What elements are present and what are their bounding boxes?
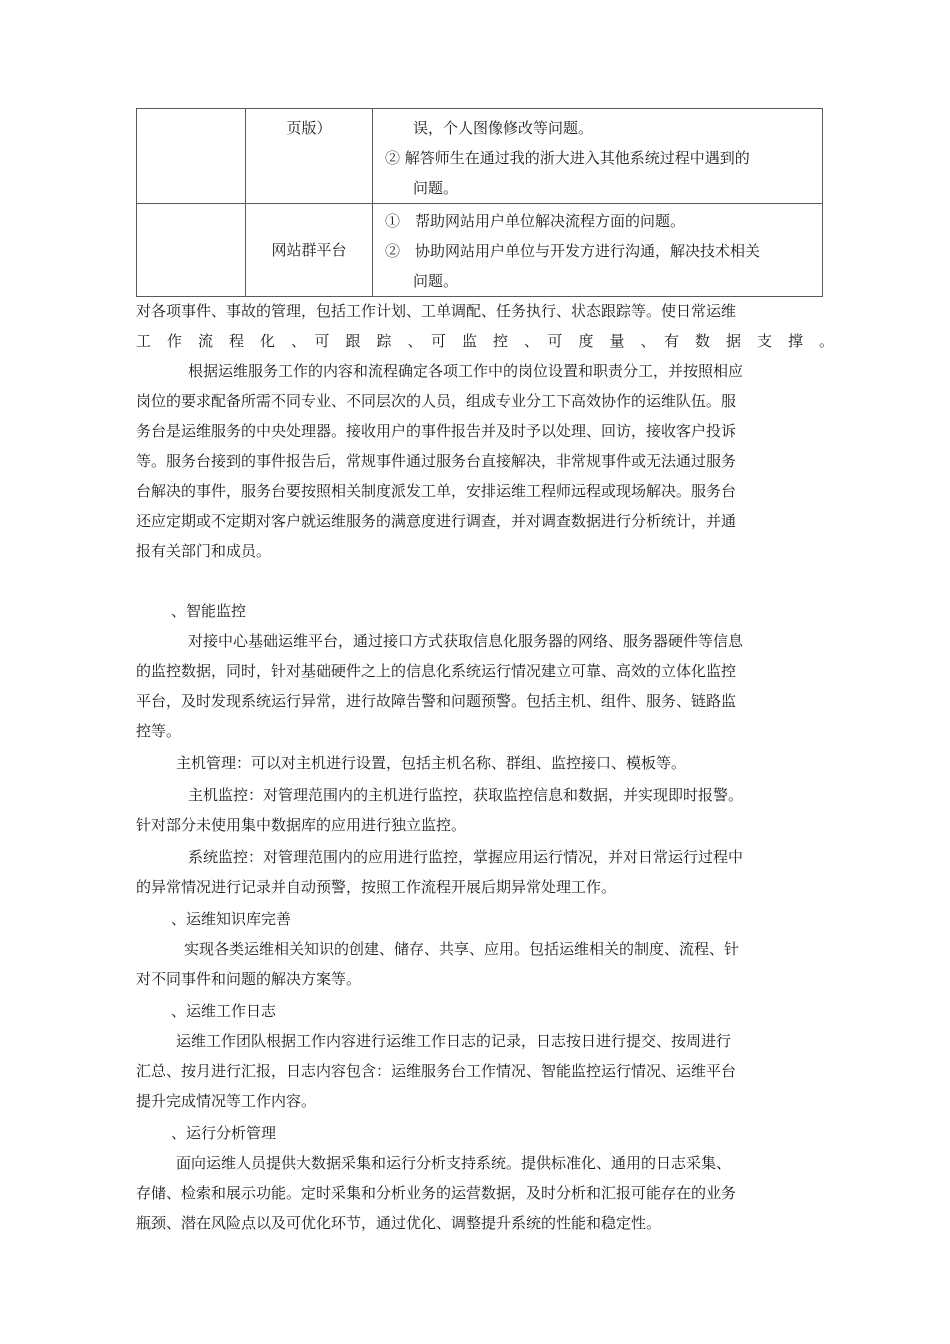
duty-line: ① 帮助网站用户单位解决流程方面的问题。 bbox=[385, 212, 686, 230]
duty-line: ② 解答师生在通过我的浙大进入其他系统过程中遇到的 bbox=[385, 149, 750, 167]
table-cell-duties bbox=[373, 109, 823, 204]
table-cell-platform bbox=[246, 109, 373, 204]
text-line: 对不同事件和问题的解决方案等。 bbox=[136, 970, 362, 988]
section-heading-knowledge-base: 、运维知识库完善 bbox=[171, 910, 292, 928]
text-line: 系统监控：对管理范围内的应用进行监控，掌握应用运行情况，并对日常运行过程中 bbox=[188, 848, 744, 866]
duty-line: 问题。 bbox=[413, 179, 459, 197]
section-heading-intelligent-monitoring: 、智能监控 bbox=[171, 602, 247, 620]
duty-line: 误，个人图像修改等问题。 bbox=[413, 119, 594, 137]
paragraph-system-monitoring bbox=[136, 842, 819, 902]
text-line: 对各项事件、事故的管理，包括工作计划、工单调配、任务执行、状态跟踪等。使日常运维 bbox=[136, 302, 737, 320]
table-cell-empty bbox=[137, 109, 246, 204]
platform-name: 页版） bbox=[286, 119, 332, 137]
text-line: 控等。 bbox=[136, 722, 182, 740]
paragraph-monitoring bbox=[136, 626, 819, 746]
text-line: 汇总、按月进行汇报，日志内容包含：运维服务台工作情况、智能监控运行情况、运维平台 bbox=[136, 1062, 737, 1080]
text-line: 主机监控：对管理范围内的主机进行监控，获取监控信息和数据，并实现即时报警。 bbox=[188, 786, 744, 804]
duty-line: ② 协助网站用户单位与开发方进行沟通，解决技术相关 bbox=[385, 242, 761, 260]
text-line: 瓶颈、潜在风险点以及可优化环节，通过优化、调整提升系统的性能和稳定性。 bbox=[136, 1214, 662, 1232]
paragraph-host-monitoring bbox=[136, 780, 819, 840]
paragraph-service-desk bbox=[136, 356, 819, 566]
section-heading-work-log: 、运维工作日志 bbox=[171, 1002, 277, 1020]
text-line: 运维工作团队根据工作内容进行运维工作日志的记录，日志按日进行提交、按周进行 bbox=[176, 1032, 732, 1050]
text-line: 还应定期或不定期对客户就运维服务的满意度进行调查，并对调查数据进行分析统计，并通 bbox=[136, 512, 737, 530]
text-line: 的异常情况进行记录并自动预警，按照工作流程开展后期异常处理工作。 bbox=[136, 878, 617, 896]
text-line: 务台是运维服务的中央处理器。接收用户的事件报告并及时予以处理、回访，接收客户投诉 bbox=[136, 422, 737, 440]
text-line: 平台，及时发现系统运行异常，进行故障告警和问题预警。包括主机、组件、服务、链路监 bbox=[136, 692, 737, 710]
text-line: 实现各类运维相关知识的创建、储存、共享、应用。包括运维相关的制度、流程、针 bbox=[184, 940, 740, 958]
text-line: 等。服务台接到的事件报告后，常规事件通过服务台直接解决，非常规事件或无法通过服务 bbox=[136, 452, 737, 470]
text-line: 报有关部门和成员。 bbox=[136, 542, 272, 560]
service-table bbox=[136, 108, 823, 297]
duty-line: 问题。 bbox=[413, 272, 459, 290]
paragraph-operation-analysis bbox=[136, 1148, 819, 1238]
text-line: 存储、检索和展示功能。定时采集和分析业务的运营数据，及时分析和汇报可能存在的业务 bbox=[136, 1184, 737, 1202]
paragraph-event-management bbox=[136, 296, 835, 356]
table-cell-duties bbox=[373, 204, 823, 297]
text-line: 工 作 流 程 化 、 可 跟 踪 、 可 监 控 、 可 度 量 、 有 数 据 支 撑 。 bbox=[136, 332, 835, 350]
text-line: 提升完成情况等工作内容。 bbox=[136, 1092, 317, 1110]
platform-name: 网站群平台 bbox=[271, 241, 347, 259]
table-cell-platform bbox=[246, 204, 373, 297]
table-row bbox=[137, 109, 823, 204]
text-line: 岗位的要求配备所需不同专业、不同层次的人员，组成专业分工下高效协作的运维队伍。服 bbox=[136, 392, 737, 410]
paragraph-work-log bbox=[136, 1026, 819, 1116]
text-line: 的监控数据，同时，针对基础硬件之上的信息化系统运行情况建立可靠、高效的立体化监控 bbox=[136, 662, 737, 680]
table-cell-empty bbox=[137, 204, 246, 297]
table-row bbox=[137, 204, 823, 297]
text-line: 主机管理：可以对主机进行设置，包括主机名称、群组、监控接口、模板等。 bbox=[176, 754, 687, 772]
paragraph-knowledge-base bbox=[136, 934, 819, 994]
text-line: 针对部分未使用集中数据库的应用进行独立监控。 bbox=[136, 816, 467, 834]
text-line: 对接中心基础运维平台，通过接口方式获取信息化服务器的网络、服务器硬件等信息 bbox=[188, 632, 744, 650]
text-line: 面向运维人员提供大数据采集和运行分析支持系统。提供标准化、通用的日志采集、 bbox=[176, 1154, 732, 1172]
paragraph-host-management bbox=[136, 748, 819, 778]
section-heading-operation-analysis: 、运行分析管理 bbox=[171, 1124, 277, 1142]
text-line: 台解决的事件，服务台要按照相关制度派发工单，安排运维工程师远程或现场解决。服务台 bbox=[136, 482, 737, 500]
text-line: 根据运维服务工作的内容和流程确定各项工作中的岗位设置和职责分工，并按照相应 bbox=[188, 362, 744, 380]
